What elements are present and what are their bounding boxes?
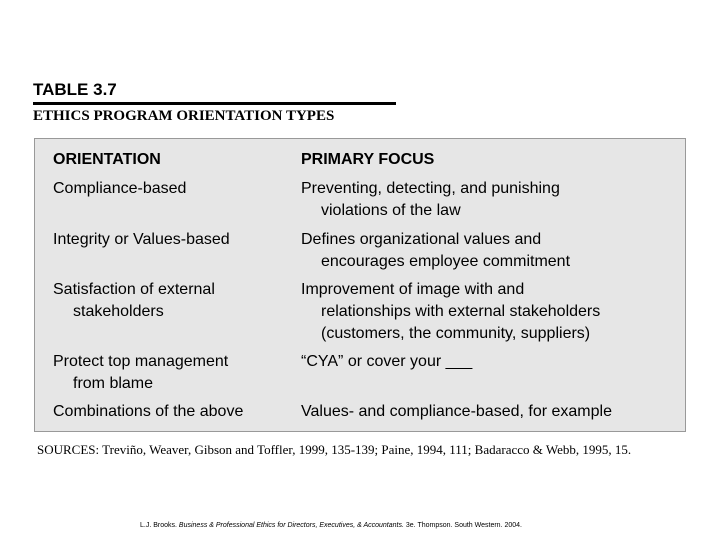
header-orientation: ORIENTATION: [53, 151, 161, 168]
orientation-cell: Satisfaction of external stakeholders: [53, 281, 215, 320]
focus-cell: Defines organizational values and encourages employee commitment: [301, 231, 571, 270]
book-citation: L.J. Brooks. Business & Professional Ethics for Directors, Executives, & Accountants. 3e. Thompson. South Western. 2004.: [140, 522, 522, 529]
orientation-cell: Combinations of the above: [53, 403, 244, 420]
title-rule: [33, 102, 396, 105]
table-subtitle: ETHICS PROGRAM ORIENTATION TYPES: [33, 108, 335, 124]
focus-cell: Values- and compliance-based, for example: [301, 403, 612, 420]
orientation-cell: Integrity or Values-based: [53, 231, 230, 248]
orientation-cell: Protect top management from blame: [53, 353, 229, 392]
table-title: TABLE 3.7: [33, 80, 117, 99]
focus-cell: “CYA” or cover your ___: [301, 353, 473, 370]
orientation-table: [34, 138, 686, 432]
orientation-cell: Compliance-based: [53, 180, 187, 197]
header-primary-focus: PRIMARY FOCUS: [301, 151, 435, 168]
focus-cell: Improvement of image with and relationships with external stakeholders (customers, the community, suppliers): [301, 281, 601, 342]
sources-note: SOURCES: Treviño, Weaver, Gibson and Toffler, 1999, 135-139; Paine, 1994, 111; Badaracco & Webb, 1995, 15.: [37, 442, 632, 457]
focus-cell: Preventing, detecting, and punishing violations of the law: [301, 180, 560, 219]
